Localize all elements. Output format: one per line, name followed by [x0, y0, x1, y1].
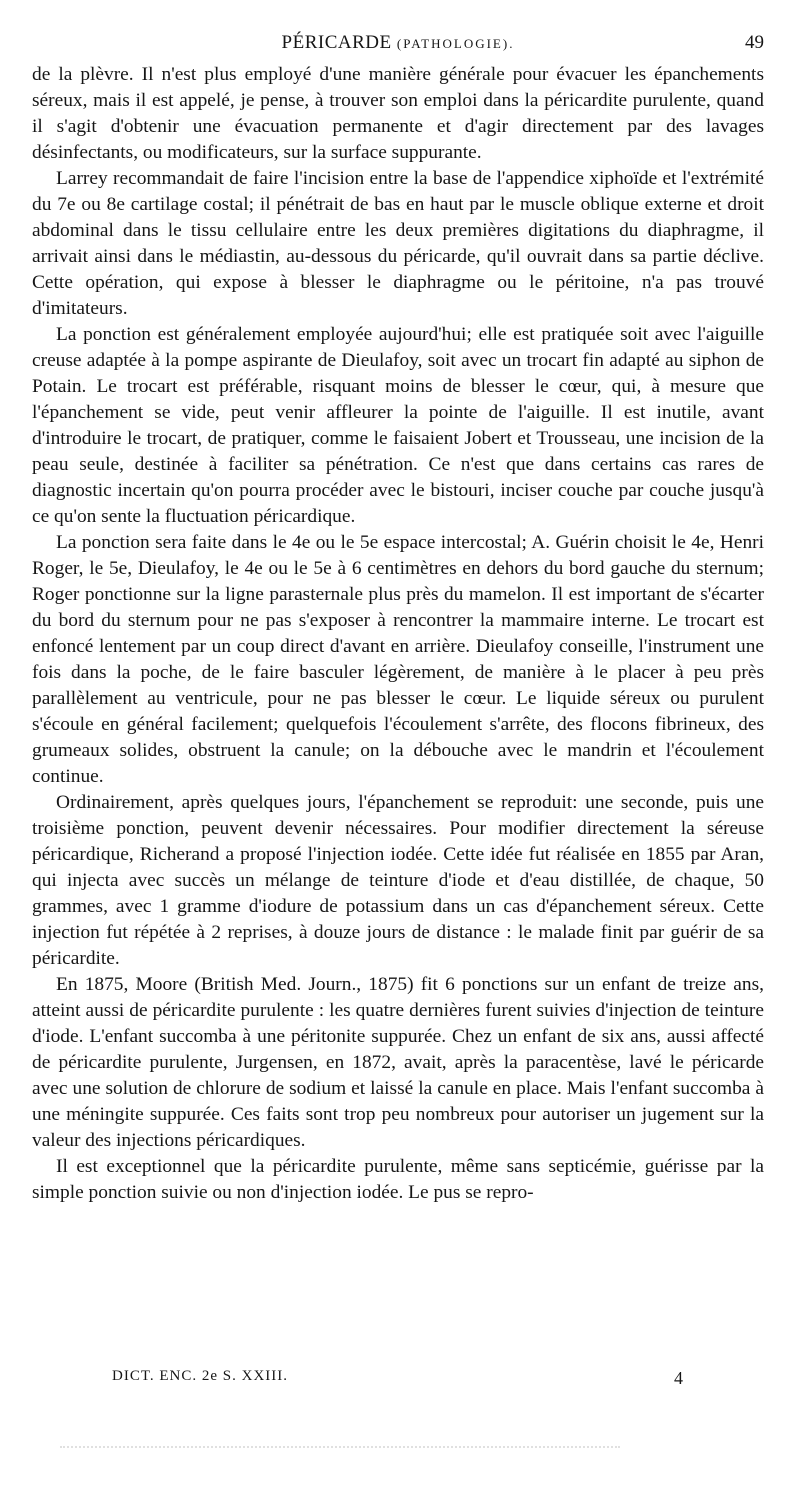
paragraph-ponction-site: La ponction sera faite dans le 4e ou le 5e espace intercostal; A. Guérin choisit le 4e, Henri Roger, le 5e, Dieulafoy, le 4e ou le 5e à 6 centimètres en dehors du bord gauche du sternum; Roger ponctionne sur la ligne parasternale plus près du mamelon. Il est important de s'écarter du bord du sternum pour ne pas s'exposer à rencontrer la mammaire interne. Le trocart est enfoncé lentement par un coup direct d'avant en arrière. Dieulafoy conseille, l'instrument une fois dans la poche, de le faire basculer légèrement, de manière à le placer à peu près parallèlement au ventricule, pour ne pas blesser le cœur. Le liquide séreux ou purulent s'écoule en général facilement; quelquefois l'écoulement s'arrête, des flocons fibrineux, des grumeaux solides, obstruent la canule; on la débouche avec le mandrin et l'écoulement continue.	[32, 532, 764, 787]
paragraph-injection-iodee: Ordinairement, après quelques jours, l'épanchement se reproduit: une seconde, puis une troisième ponction, peuvent devenir nécessaires. Pour modifier directement la séreuse péricardique, Richerand a proposé l'injection iodée. Cette idée fut réalisée en 1855 par Aran, qui injecta avec succès un mélange de teinture d'iode et d'eau distillée, de chaque, 50 grammes, avec 1 gramme d'iodure de potassium dans un cas d'épanchement séreux. Cette injection fut répétée à 2 reprises, à douze jours de distance : le malade finit par guérir de sa péricardite.	[32, 792, 764, 969]
running-head-qualifier: (PATHOLOGIE).	[396, 36, 515, 51]
scan-specks	[60, 1446, 620, 1452]
paragraph-ponction: La ponction est généralement employée aujourd'hui; elle est pratiquée soit avec l'aiguille creuse adaptée à la pompe aspirante de Dieulafoy, soit avec un trocart fin adapté au siphon de Potain. Le trocart est préférable, risquant moins de blesser le cœur, qui, à mesure que l'épanchement se vide, peut venir affleurer la pointe de l'aiguille. Il est inutile, avant d'introduire le trocart, de pratiquer, comme le faisaient Jobert et Trousseau, une incision de la peau seule, destinée à faciliter sa pénétration. Ce n'est que dans certains cas rares de diagnostic incertain qu'on pourra procéder avec le bistouri, inciser couche par couche jusqu'à ce qu'on sente la fluctuation péricardique.	[32, 324, 764, 527]
footer-sheet-number: 4	[674, 1368, 684, 1388]
paragraph-larrey-incision: Larrey recommandait de faire l'incision entre la base de l'appendice xiphoïde et l'extrémité du 7e ou 8e cartilage costal; il pénétrait de bas en haut par le muscle oblique externe et droit abdominal dans le tissu cellulaire entre les deux premières digitations du diaphragme, il arrivait ainsi dans le médiastin, au-dessous du péricarde, qu'il ouvrait dans sa partie déclive. Cette opération, qui expose à blesser le diaphragme ou le péritoine, n'a pas trouvé d'imitateurs.	[32, 168, 764, 319]
page-footer	[112, 1368, 684, 1392]
paragraph-moore-jurgensen: En 1875, Moore (British Med. Journ., 1875) fit 6 ponctions sur un enfant de treize ans, atteint aussi de péricardite purulente : les quatre dernières furent suivies d'injection de teinture d'iode. L'enfant succomba à une péritonite suppurée. Chez un enfant de six ans, aussi affecté de péricardite purulente, Jurgensen, en 1872, avait, après la paracentèse, lavé le péricarde avec une solution de chlorure de sodium et laissé la canule en place. Mais l'enfant succomba à une méningite suppurée. Ces faits sont trop peu nombreux pour autoriser un jugement sur la valeur des injections péricardiques.	[32, 974, 764, 1151]
running-head	[32, 32, 764, 56]
paragraph-exceptionnel: Il est exceptionnel que la péricardite purulente, même sans septicémie, guérisse par la simple ponction suivie ou non d'injection iodée. Le pus se repro-	[32, 1156, 764, 1203]
running-head-subject: PÉRICARDE	[281, 32, 392, 53]
page-number: 49	[745, 32, 764, 53]
body-text	[32, 62, 764, 1206]
footer-signature: DICT. ENC. 2e S. XXIII.	[112, 1368, 289, 1384]
paragraph-continuation: de la plèvre. Il n'est plus employé d'une manière générale pour évacuer les épanchements séreux, mais il est appelé, je pense, à trouver son emploi dans la péricardite purulente, quand il s'agit d'obtenir une évacuation permanente et d'agir directement par des lavages désinfectants, ou modificateurs, sur la surface suppurante.	[32, 64, 764, 163]
running-head-title	[32, 32, 764, 54]
